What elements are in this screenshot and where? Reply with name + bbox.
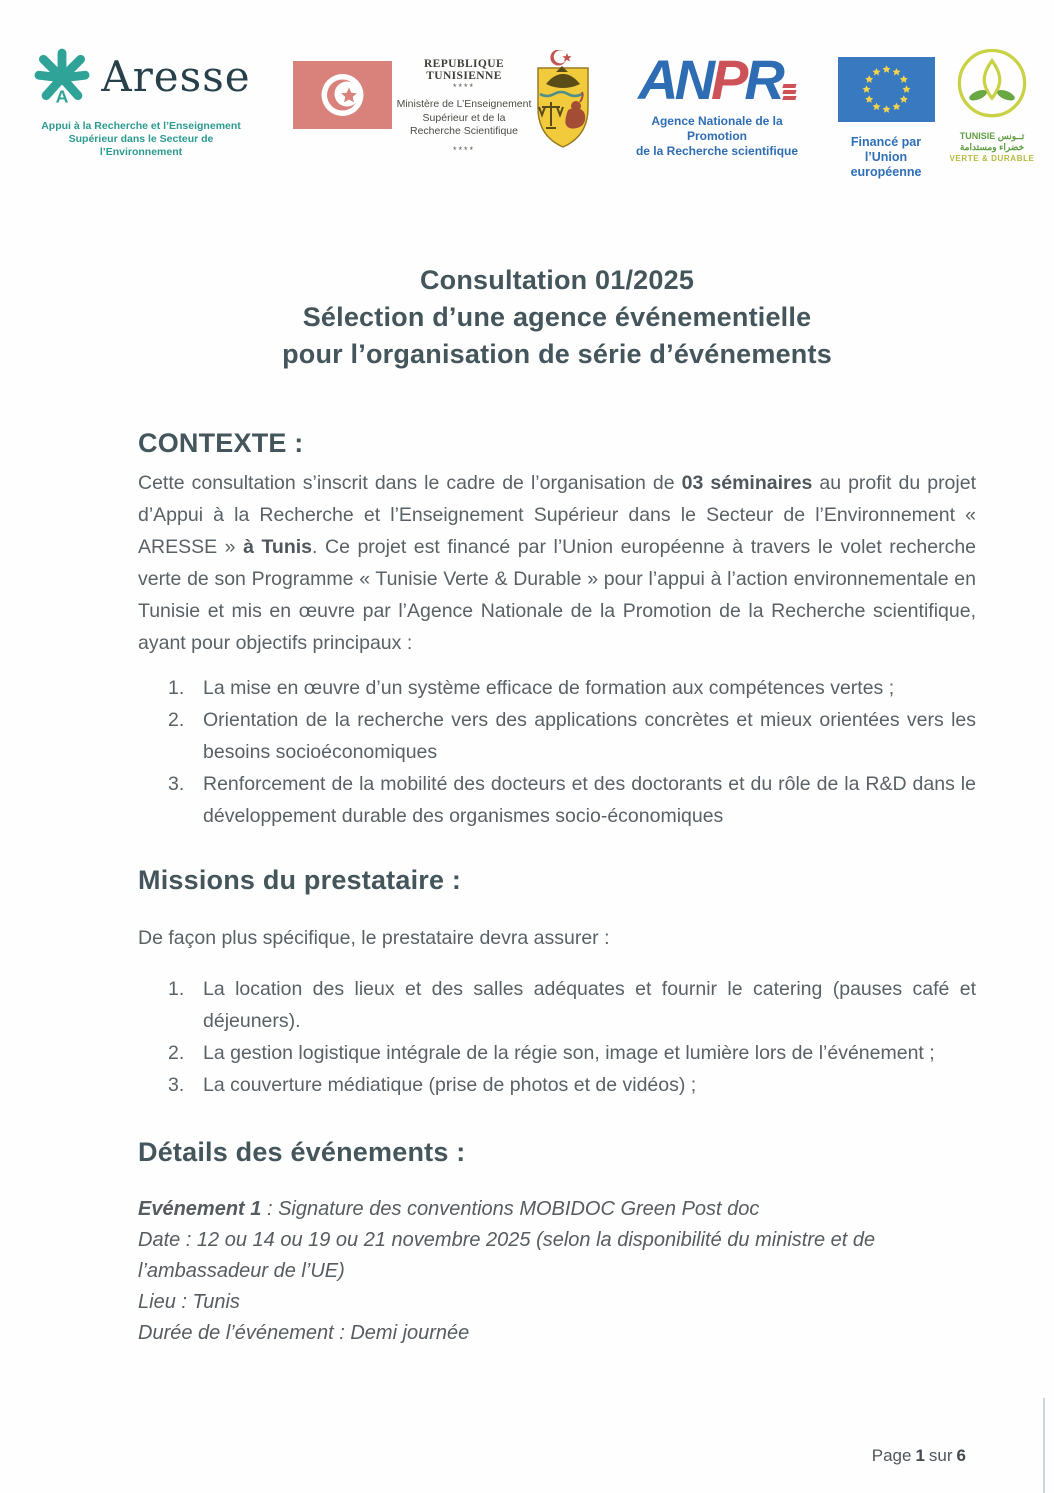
title-line2: Sélection d’une agence événementielle <box>302 302 812 332</box>
anpr-stripes-icon <box>783 81 796 99</box>
aresse-tagline-line1: Appui à la Recherche et l’Enseignement <box>41 120 241 132</box>
missions-list <box>138 973 976 1101</box>
anpr-letter-p: P <box>711 48 745 111</box>
footer-page-number: 1 <box>915 1446 925 1465</box>
mission-item-2 <box>168 1037 976 1069</box>
mission-item-3 <box>168 1069 976 1101</box>
svg-text:A: A <box>55 86 69 107</box>
ministry-country: REPUBLIQUE TUNISIENNE <box>423 58 505 82</box>
mission-3-number: 3. <box>168 1074 185 1096</box>
event-1-separator: : <box>261 1198 279 1220</box>
contexte-heading: CONTEXTE : <box>138 428 304 458</box>
tunisie-verte-caption-line3: VERTE & DURABLE <box>949 154 1035 163</box>
footer-page-word: Page <box>871 1446 912 1465</box>
contexte-seg5: . Ce projet est financé par l’Union européenne à travers le volet recherche verte de son Programme « Tunisie Verte & Durable » pour l’appui à l’action environnementale en Tunisie et mis en œuvre par l’Agence Nationale de la Promotion de la Recherche scientifique, ayant pour objectifs principaux : <box>138 536 977 654</box>
anpr-caption-line2: de la Recherche scientifique <box>635 144 799 158</box>
contexte-seg1: Cette consultation s’inscrit dans le cadre de l’organisation de <box>138 472 682 494</box>
objective-1-text: La mise en œuvre d’un système efficace de formation aux compétences vertes ; <box>203 677 895 699</box>
contexte-seg4-bold: à Tunis <box>243 536 313 558</box>
aresse-tree-icon <box>31 46 93 108</box>
objective-2-number: 2. <box>168 709 185 731</box>
tunisie-verte-caption-line1: TUNISIE تــونس <box>959 131 1025 141</box>
ministry-line3: Recherche Scientifique <box>410 125 518 137</box>
aresse-wordmark: Aresse <box>101 52 251 101</box>
footer-sur-word: sur <box>928 1446 953 1465</box>
aresse-logo <box>30 46 252 159</box>
objective-2-text: Orientation de la recherche vers des applications concrètes et mieux orientées vers les besoins socioéconomiques <box>203 709 976 763</box>
anpr-caption <box>628 114 806 159</box>
aresse-tagline-line2: Supérieur dans le Secteur de l’Environnement <box>68 133 214 158</box>
event-1-title-line <box>138 1194 976 1225</box>
eu-flag-icon <box>838 57 935 122</box>
objectives-list <box>138 672 976 832</box>
ministry-line2: Supérieur et de la <box>422 111 506 124</box>
mission-1-text: La location des lieux et des salles adéquates et fournir le catering (pauses café et déjeuners). <box>203 978 976 1032</box>
title-line1: Consultation 01/2025 <box>419 265 695 295</box>
objective-3-number: 3. <box>168 773 185 795</box>
eu-caption-line2: l’Union européenne <box>850 150 922 179</box>
aresse-logo-row <box>30 46 252 108</box>
missions-intro: De façon plus spécifique, le prestataire devra assurer : <box>138 927 610 949</box>
document-body <box>138 262 976 1349</box>
tunisie-verte-caption-line2: خضراء ومستدامة <box>959 142 1025 152</box>
contexte-seg2-bold: 03 séminaires <box>681 472 813 494</box>
contexte-paragraph <box>138 467 976 659</box>
tunisia-flag-icon <box>293 61 392 129</box>
mission-item-1 <box>168 973 976 1037</box>
objective-item-1 <box>168 672 976 704</box>
details-heading: Détails des événements : <box>138 1137 466 1167</box>
title-line3: pour l’organisation de série d’événements <box>282 339 832 369</box>
event-1-title: Signature des conventions MOBIDOC Green Post doc <box>278 1198 760 1220</box>
event-1-lieu-line: Lieu : Tunis <box>138 1291 240 1313</box>
tunisia-coat-of-arms-icon <box>534 50 592 150</box>
anpr-wordmark <box>628 48 806 111</box>
footer-total-pages: 6 <box>956 1446 966 1465</box>
mission-3-text: La couverture médiatique (prise de photos et de vidéos) ; <box>203 1074 697 1096</box>
aresse-tagline <box>30 120 252 159</box>
ministry-stars-bottom: **** <box>452 144 475 155</box>
anpr-logo <box>628 48 806 159</box>
objective-item-3 <box>168 768 976 832</box>
event-1-date-line: Date : 12 ou 14 ou 19 ou 21 novembre 2025 (selon la disponibilité du ministre et de l’ambassadeur de l’UE) <box>138 1229 876 1282</box>
contexte-seg3: au profit du projet d’Appui à la Recherche et l’Enseignement Supérieur dans le Secteur de l’Environnement « ARESSE » <box>138 472 976 558</box>
ministry-stars-top: **** <box>452 82 475 92</box>
objective-item-2 <box>168 704 976 768</box>
eu-funding-logo <box>836 57 936 180</box>
tunisie-verte-leaf-icon <box>951 44 1033 126</box>
anpr-letters-an: AN <box>638 48 712 111</box>
page-footer <box>870 1446 968 1466</box>
document-title <box>138 262 976 373</box>
mission-2-text: La gestion logistique intégrale de la régie son, image et lumière lors de l’événement ; <box>203 1042 935 1064</box>
scan-edge-artifact <box>1043 1398 1045 1493</box>
mission-2-number: 2. <box>168 1042 185 1064</box>
event-1-duree-line: Durée de l’événement : Demi journée <box>138 1322 470 1344</box>
logo-strip <box>0 0 1054 179</box>
anpr-letter-r: R <box>744 48 781 111</box>
anpr-caption-line1: Agence Nationale de la Promotion <box>651 114 783 143</box>
event-1-block <box>138 1194 976 1349</box>
eu-caption <box>836 135 936 180</box>
mission-1-number: 1. <box>168 978 185 1000</box>
missions-heading: Missions du prestataire : <box>138 865 462 895</box>
ministry-text-block <box>394 58 534 155</box>
ministry-line1: Ministère de L’Enseignement <box>396 98 532 110</box>
objective-3-text: Renforcement de la mobilité des docteurs et des doctorants et du rôle de la R&D dans le développement durable des organismes socio-économiques <box>203 773 976 827</box>
eu-caption-line1: Financé par <box>850 135 922 149</box>
event-1-label: Evénement 1 <box>138 1198 262 1220</box>
tunisie-verte-logo <box>946 44 1038 164</box>
objective-1-number: 1. <box>168 677 185 699</box>
